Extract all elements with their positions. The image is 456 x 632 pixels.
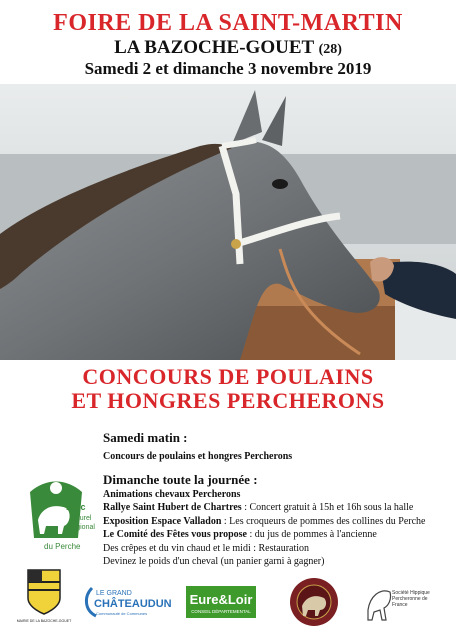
parc-word-1: Parc <box>66 502 86 512</box>
town-name: LA BAZOCHE-GOUET <box>114 37 314 58</box>
mairie-caption: MAIRIE DE LA BAZOCHE-GOUET <box>16 619 72 623</box>
societe-hippique-logo <box>364 580 436 628</box>
sunday-item: Devinez le poids d'un cheval (un panier garni à gagner) <box>103 556 325 567</box>
sunday-item: Des crêpes et du vin chaud et le midi : Restauration <box>103 542 310 554</box>
sunday-item: Le Comité des Fêtes vous propose : du jus de pommes à l'ancienne <box>103 529 377 540</box>
chateaudun-top: LE GRAND <box>96 590 132 597</box>
chateaudun-main: CHÂTEAUDUN <box>94 598 172 610</box>
department-number: (28) <box>318 42 342 57</box>
sunday-item: Rallye Saint Hubert de Chartres : Concert gratuit à 15h et 16h sous la halle <box>103 502 414 513</box>
eure-et-loir-logo <box>186 586 258 626</box>
parc-word-4: du Perche <box>44 542 81 551</box>
parc-word-3: régional <box>70 524 95 531</box>
footer-logos <box>0 568 456 628</box>
parc-naturel-perche-logo <box>26 476 98 556</box>
saturday-heading: Samedi matin : <box>103 430 188 445</box>
eure-loir-sub: CONSEIL DÉPARTEMENTAL <box>191 609 251 614</box>
chateaudun-sub: Communauté de Communes <box>96 611 148 616</box>
parc-word-2: naturel <box>70 515 92 522</box>
contest-title-line2: ET HONGRES PERCHERONS <box>71 388 385 413</box>
sunday-item: Exposition Espace Valladon : Les croqueurs de pommes des collines du Perche <box>103 515 426 527</box>
contest-title-line1: CONCOURS DE POULAINS <box>82 364 374 389</box>
club-badge-logo <box>288 576 340 628</box>
program <box>103 430 443 569</box>
event-title: FOIRE DE LA SAINT-MARTIN <box>53 10 403 36</box>
event-dates: Samedi 2 et dimanche 3 novembre 2019 <box>84 59 372 78</box>
horse-illustration <box>0 84 456 360</box>
grand-chateaudun-logo <box>86 584 172 620</box>
eure-loir-name: Eure&Loir <box>189 592 253 607</box>
sunday-item: Animations chevaux Percherons <box>103 488 241 500</box>
saturday-item: Concours de poulains et hongres Percherons <box>103 451 293 462</box>
event-location <box>0 37 456 61</box>
sunday-heading: Dimanche toute la journée : <box>103 471 258 487</box>
header <box>0 0 456 84</box>
mairie-logo <box>16 568 72 624</box>
horse-photo <box>0 84 456 360</box>
societe-caption: Société Hippique Percheronne de France <box>392 590 430 608</box>
